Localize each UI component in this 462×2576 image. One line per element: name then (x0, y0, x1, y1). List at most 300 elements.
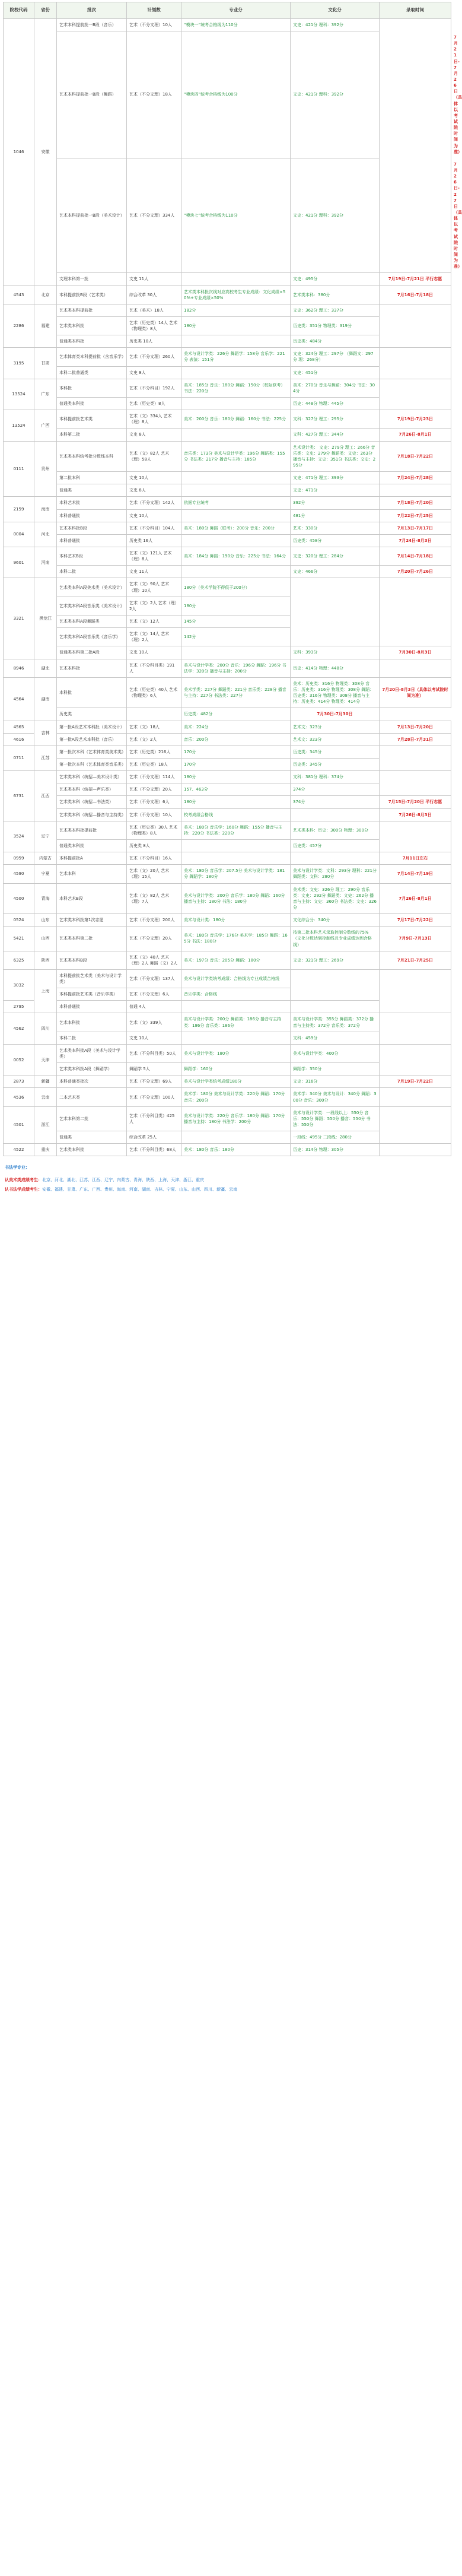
major-score-cell (181, 509, 291, 522)
plan-count-cell: 艺术（不分文理）100人 (127, 1088, 181, 1106)
table-row (4, 484, 451, 497)
culture-score-cell: 历史类：345分 (291, 745, 380, 758)
batch-cell: 本科普通批 (57, 509, 127, 522)
header-code: 院校代码 (4, 2, 34, 19)
admission-table (3, 2, 462, 1156)
province-cell: 河南 (34, 547, 57, 578)
table-row (4, 441, 451, 472)
batch-cell: 本科普通批 (57, 1001, 127, 1013)
batch-cell: 普通类本科批 (57, 335, 127, 348)
batch-cell: 艺术类本科A段舞蹈类 (57, 616, 127, 628)
culture-score-cell: 文史：421分 理科：392分 (291, 31, 380, 158)
admission-time-cell (380, 379, 451, 410)
major-score-cell: 音乐类：173分 美术与设计学类：196分 舞蹈类：155分 书法类：217分 播音与主持：185分 (181, 441, 291, 472)
admission-time-cell (380, 1106, 451, 1144)
culture-score-cell: 历史：314分 物理：305分 (291, 1144, 380, 1156)
admission-time-cell (380, 484, 451, 497)
school-code-cell: 0711 (4, 745, 34, 770)
batch-cell: 艺术类本科（统招—声乐类） (57, 783, 127, 796)
table-row (4, 285, 451, 304)
table-row (4, 1013, 451, 1032)
culture-score-cell (291, 852, 380, 865)
major-score-cell: 美术与设计学类：226分 舞蹈学：158分 音乐学：221分 表演：151分 (181, 348, 291, 366)
table-row: 艺术本科提前批一B段（美术设计） 艺术（不分文理）334人 “模块七”统考合格线为110分 文史：421分 理科：392分 7月26日-27日（具体以考试院时间为准） (4, 158, 451, 273)
plan-count-cell: 艺术（不分文理）200人 (127, 914, 181, 927)
batch-cell: 本科艺术批 (57, 497, 127, 509)
plan-count-cell: 艺术（文）82人 艺术（理）7人 (127, 883, 181, 914)
major-score-cell: 音乐：200分 (181, 733, 291, 745)
table-row (4, 1106, 451, 1131)
major-score-cell: 180分 (181, 771, 291, 783)
plan-count-cell: 文史 10人 (127, 509, 181, 522)
major-score-cell (181, 1131, 291, 1144)
plan-count-cell: 文史 11人 (127, 273, 181, 285)
plan-count-cell: 艺术（不分科目）192人 (127, 379, 181, 397)
plan-count-cell: 艺术（不分文理）334人 (127, 158, 181, 273)
table-row (4, 745, 451, 758)
table-row (4, 509, 451, 522)
plan-count-cell: 艺术（不分文理）6人 (127, 988, 181, 1001)
major-score-cell: 142分 (181, 628, 291, 646)
plan-count-cell: 综合改革 30人 (127, 285, 181, 304)
plan-count-cell: 历史类 10人 (127, 335, 181, 348)
province-cell: 陕西 (34, 951, 57, 969)
header-admission-time: 录取时间 (380, 2, 451, 19)
admission-time-cell: 7月17日-7月22日 (380, 914, 451, 927)
batch-cell: 艺术类本科批 (57, 1144, 127, 1156)
province-cell: 青海 (34, 883, 57, 914)
school-code-cell: 3321 (4, 578, 34, 659)
batch-cell: 艺术类本科（统招—书法类） (57, 796, 127, 808)
plan-count-cell: 艺术（不分文理）69人 (127, 1076, 181, 1088)
plan-count-cell: 艺术（不分科目类）191人 (127, 659, 181, 677)
admission-time-cell (380, 745, 451, 770)
batch-cell: 艺术类本科A段美术类（美术设计） (57, 578, 127, 597)
school-code-cell: 2286 (4, 304, 34, 348)
batch-cell: 普通类本科第二批A段 (57, 646, 127, 659)
plan-count-cell: 艺术（不分文理）10人 (127, 18, 181, 31)
school-code-cell: 0111 (4, 441, 34, 497)
table-row (4, 733, 451, 745)
province-cell: 江西 (34, 771, 57, 821)
major-score-cell: 美术与设计学类：200分 舞蹈类：186分 播音与主持类：186分 音乐类：186分 (181, 1013, 291, 1032)
admission-time-cell: 7月24日-7月28日 (380, 472, 451, 484)
plan-count-cell: 文史 10人 (127, 646, 181, 659)
batch-cell: 本科提前批艺术类（美术与设计学类） (57, 969, 127, 988)
culture-score-cell (291, 808, 380, 821)
culture-score-cell: 374分 (291, 796, 380, 808)
plan-count-cell: 艺术（文）2人 (127, 733, 181, 745)
batch-cell: 普通类 (57, 484, 127, 497)
school-code-cell: 2159 (4, 497, 34, 522)
table-row (4, 927, 451, 951)
major-score-cell (181, 1001, 291, 1013)
culture-score-cell: 历史：448分 物理：445分 (291, 398, 380, 410)
admission-time-cell: 7月19日-7月22日 (380, 1076, 451, 1088)
admission-time-cell (380, 659, 451, 677)
admission-time-cell: 7月13日-7月17日 (380, 522, 451, 534)
plan-count-cell: 艺术（不分科目）16人 (127, 852, 181, 865)
major-score-cell: 170分 (181, 758, 291, 770)
table-row (4, 578, 451, 597)
province-cell: 海南 (34, 497, 57, 522)
note-title: 书法学专业： (5, 1165, 30, 1170)
table-row (4, 18, 451, 31)
batch-cell: 艺术本科提前批一B段（美术设计） (57, 158, 127, 273)
province-cell: 山东 (34, 914, 57, 927)
major-score-cell: 美术：180分 音乐学：160分 舞蹈：155分 播音与主持：220分 书法类：220分 (181, 821, 291, 839)
major-score-cell: 182分 (181, 304, 291, 316)
admission-time-cell (380, 304, 451, 348)
table-row (4, 677, 451, 708)
batch-cell: 本科提前批A (57, 852, 127, 865)
school-code-cell: 4564 (4, 677, 34, 721)
culture-score-cell: 历史类：482分 (181, 708, 291, 721)
culture-score-cell: 艺术类本科：380分 (291, 285, 380, 304)
batch-cell: 第一批A段艺术本科批（美术设计） (57, 721, 127, 733)
culture-score-cell (291, 969, 380, 1000)
major-score-cell (181, 566, 291, 578)
major-score-cell: 180分 (181, 316, 291, 335)
major-score-cell: 美术：180分 音乐：180分 (181, 1144, 291, 1156)
note-text-calligraphy: 安徽、福建、甘肃、广东、广西、贵州、海南、河南、湖南、吉林、宁夏、山东、山西、四川、新疆、云南 (42, 1187, 237, 1192)
table-row (4, 852, 451, 865)
admission-time-cell (380, 348, 451, 379)
table-row (4, 796, 451, 808)
school-code-cell: 4616 (4, 733, 34, 745)
culture-score-cell: 文史：451分 (291, 366, 380, 379)
plan-count-cell: 艺术（不分文理）10人 (127, 808, 181, 821)
note-line-calligraphy (5, 1187, 454, 1192)
major-score-cell: 美术：180分 舞蹈（联考）：200分 音乐：200分 (181, 522, 291, 534)
province-cell: 浙江 (34, 1106, 57, 1144)
culture-score-cell: 文史：471分 (291, 484, 380, 497)
admission-time-cell (380, 578, 451, 646)
culture-score-cell: 文史：495分 (291, 273, 380, 285)
major-score-cell: 美术与设计学类：200分 音乐：196分 舞蹈：196分 书法学：320分 播音与主持：200分 (181, 659, 291, 677)
admission-time-cell: 7月26日-8月1日 (380, 883, 451, 914)
plan-count-cell: 艺术（不分文理）20人 (127, 783, 181, 796)
table-row (4, 646, 451, 659)
province-cell: 天津 (34, 1044, 57, 1075)
culture-score-cell: 文科：393分 (291, 646, 380, 659)
school-code-cell: 0052 (4, 1044, 34, 1075)
culture-score-cell (291, 578, 380, 646)
batch-cell: 第一批A段艺术本科批（音乐） (57, 733, 127, 745)
admission-time-cell: 7月21日-7月25日 (380, 951, 451, 969)
plan-count-cell: 艺术（不分文理）260人 (127, 348, 181, 366)
culture-score-cell: 美术类：文史：326分 理工：290分 音乐类：文史：292分 舞蹈类：文史：262分 播音与主持：文史：360分 书法类：文史：326分 (291, 883, 380, 914)
school-code-cell: 4565 (4, 721, 34, 733)
admission-time-cell: 7月30日-8月3日 (380, 646, 451, 659)
admission-time-cell (380, 1013, 451, 1044)
culture-score-cell: 文科：381分 理科：374分 (291, 771, 380, 783)
province-cell: 内蒙古 (34, 852, 57, 865)
batch-cell: 本科提前批艺术类（音乐学类） (57, 988, 127, 1001)
table-row (4, 472, 451, 484)
school-code-cell: 4590 (4, 865, 34, 883)
province-cell: 吉林 (34, 721, 57, 745)
major-score-cell: 美术：180分 音乐学：207.5分 美术与设计学类：181分 舞蹈学：180分 (181, 865, 291, 883)
header-major-score: 专业分 (181, 2, 291, 19)
batch-cell: 艺术类本科B段 (57, 951, 127, 969)
table-row (4, 497, 451, 509)
culture-score-cell: 一段线：495分 二段线：280分 (291, 1131, 380, 1144)
admission-time-cell (380, 969, 451, 1013)
culture-score-cell: 美术与设计学类：文科：293分 理科：221分 舞蹈类：文科：280分 (291, 865, 380, 883)
calligraphy-note (5, 1165, 454, 1192)
admission-time-cell: 7月30日-7月30日 (291, 708, 380, 721)
batch-cell: 艺术类本科批A段（舞蹈学） (57, 1063, 127, 1076)
major-score-cell: 180分 (181, 796, 291, 808)
province-cell: 辽宁 (34, 821, 57, 852)
province-cell: 云南 (34, 1088, 57, 1106)
school-code-cell: 4536 (4, 1088, 34, 1106)
batch-cell: 第二批本科 (57, 472, 127, 484)
plan-count-cell: 艺术（不分文理）6人 (127, 796, 181, 808)
table-row (4, 914, 451, 927)
plan-count-cell: 艺术（历史类）216人 (127, 745, 181, 758)
plan-count-cell: 艺术（文）82人 艺术（理）58人 (127, 441, 181, 472)
major-score-cell (181, 398, 291, 410)
table-row (4, 708, 451, 721)
batch-cell: 本科艺术B段 (57, 883, 127, 914)
province-cell: 新疆 (34, 1076, 57, 1088)
batch-cell: 艺术类本科提前批 (57, 304, 127, 316)
plan-count-cell: 艺术（不分文理）142人 (127, 497, 181, 509)
culture-score-cell: 历史类：484分 (291, 335, 380, 348)
plan-count-cell: 艺术（文）20人 艺术（理）15人 (127, 865, 181, 883)
plan-count-cell: 艺术（文）12人 (127, 616, 181, 628)
school-code-cell: 4562 (4, 1013, 34, 1044)
province-cell: 湖南 (34, 677, 57, 721)
batch-cell: 本科批 (57, 379, 127, 397)
major-score-cell (181, 429, 291, 441)
plan-count-cell: 艺术（文）334人 艺术（理）8人 (127, 410, 181, 429)
province-cell: 北京 (34, 285, 57, 304)
plan-count-cell: 艺术（文）18人 (127, 721, 181, 733)
culture-score-cell: 文史：321分 理工：269分 (291, 951, 380, 969)
major-score-cell: 180分（美术学院不得低于200分） (181, 578, 291, 597)
plan-count-cell: 文史 10人 (127, 472, 181, 484)
batch-cell: 艺术类本科批A段（美术与设计学类） (57, 1044, 127, 1062)
major-score-cell: “模块一”统考合格线为110分 (181, 18, 291, 31)
culture-score-cell: 艺术类本科：历史：300分 物理：300分 (291, 821, 380, 839)
school-code-cell: 13524 (4, 410, 34, 441)
admission-time-cell: 7月13日-7月20日 (380, 721, 451, 733)
table-row (4, 1044, 451, 1062)
major-score-cell: 舞蹈学：160分 (181, 1063, 291, 1076)
table-row (4, 659, 451, 677)
culture-score-cell: 文史：320分 理工：284分 (291, 547, 380, 566)
culture-score-cell: 374分 (291, 783, 380, 796)
table-row (4, 522, 451, 534)
plan-count-cell: 文史 10人 (127, 1032, 181, 1044)
table-row (4, 534, 451, 547)
major-score-cell: 美术：200分 音乐：180分 舞蹈：160分 书法：225分 (181, 410, 291, 429)
major-score-cell: 美术：224分 (181, 721, 291, 733)
note-line-art (5, 1177, 454, 1183)
culture-score-cell: 艺术设计类： 文史：279分 理工：266分 音乐类：文史：279分 舞蹈类：文史：263分 播音与主持：文史：351分 书法类：文史：295分 (291, 441, 380, 472)
admission-time-cell (380, 771, 451, 796)
province-cell: 黑龙江 (34, 578, 57, 659)
culture-score-cell: 美术：历史类：316分 物理类：308分 音乐：历史类：316分 物理类：308分 舞蹈：历史类：316分 物理类：308分 播音与主持：历史类：414分 物理类：414分 (291, 677, 380, 708)
major-score-cell: 美术与设计类：180分 (181, 914, 291, 927)
plan-count-cell: 艺术（不分科目）104人 (127, 522, 181, 534)
major-score-cell: “模块七”统考合格线为110分 (181, 158, 291, 273)
plan-count-cell: 文史 8人 (127, 429, 181, 441)
header-batch: 批次 (57, 2, 127, 19)
admission-time-cell: 7月22日-7月25日 (380, 509, 451, 522)
batch-cell: 艺术类本科A段音乐类《美术设计》 (57, 597, 127, 615)
culture-score-cell: 美术与设计学类：355分 舞蹈类：372分 播音与主持类：372分 音乐类：372分 (291, 1013, 380, 1032)
table-header (4, 2, 451, 19)
plan-count-cell: 艺术（文）339人 (127, 1013, 181, 1032)
batch-cell: 本科二批 (57, 1032, 127, 1044)
culture-score-cell: 文史：316分 (291, 1076, 380, 1088)
admission-time-cell: 7月18日-7月20日 (380, 497, 451, 509)
major-score-cell: 美术与设计学类统考成绩：合格线为专业成绩合格线 (181, 969, 291, 988)
school-code-cell: 3195 (4, 348, 34, 379)
plan-count-cell: 艺术（文）2人 艺术（理）2人 (127, 597, 181, 615)
batch-cell: 本科第二批 (57, 429, 127, 441)
province-cell: 安徽 (34, 18, 57, 285)
school-code-cell: 4543 (4, 285, 34, 304)
major-score-cell (181, 852, 291, 865)
major-score-cell: 美术与设计学类：200分 音乐学：180分 舞蹈：160分 播音与主持：180分 书法：180分 (181, 883, 291, 914)
province-cell: 上海 (34, 969, 57, 1013)
admission-time-cell: 7月24日-8月3日 (380, 534, 451, 547)
major-score-cell (181, 1032, 291, 1044)
batch-cell: 本科普通类批次 (57, 1076, 127, 1088)
batch-cell: 艺术体育类本科提前批（含音乐学） (57, 348, 127, 366)
school-code-cell: 0959 (4, 852, 34, 865)
table-row (4, 771, 451, 783)
culture-score-cell: 美术与设计学类：一段线以上：550分 音乐：550分 舞蹈：550分 播音：550分 书法：550分 (291, 1106, 380, 1131)
province-cell: 广西 (34, 410, 57, 441)
table-row (4, 379, 451, 397)
plan-count-cell: 艺术（不分文理）114人 (127, 771, 181, 783)
culture-score-cell: 舞蹈学：350分 (291, 1063, 380, 1076)
culture-score-cell: 历史：414分 物理：448分 (291, 659, 380, 677)
plan-count-cell: 艺术（文）121人 艺术（理）8人 (127, 547, 181, 566)
header-culture-score: 文化分 (291, 2, 380, 19)
note-text-art: 北京、河北、湖北、江苏、江西、辽宁、内蒙古、青海、陕西、上海、天津、浙江、重庆 (42, 1177, 204, 1182)
admission-time-cell: 7月19日-7月23日 (380, 410, 451, 429)
batch-cell: 文理本科第一批 (57, 273, 127, 285)
table-row (4, 304, 451, 316)
batch-cell: 艺术本科第二批 (57, 1106, 127, 1131)
table-row (4, 951, 451, 969)
batch-cell: 本科普通批 (57, 534, 127, 547)
admission-time-cell (380, 1088, 451, 1106)
batch-cell: 艺术类本科批提前批 (57, 821, 127, 839)
plan-count-cell: 艺术（不分文理）18人 (127, 31, 181, 158)
school-code-cell: 13524 (4, 379, 34, 410)
table-row (4, 969, 451, 988)
plan-count-cell: 艺术（历史类）14人 艺术（物理类）8人 (127, 316, 181, 335)
school-code-cell: 0004 (4, 522, 34, 547)
note-label-calligraphy: 认书法学成绩考生： (5, 1187, 42, 1192)
admission-time-cell: 7月20日-8月3日（具体以考试院时间为准） (380, 677, 451, 708)
admission-time-cell (380, 1044, 451, 1075)
major-score-cell (181, 646, 291, 659)
major-score-cell: 美术：184分 舞蹈：190分 音乐：225分 书法：164分 (181, 547, 291, 566)
culture-score-cell: 文史：421分 理科：392分 (291, 18, 380, 31)
major-score-cell: “模块四”统考合格线为100分 (181, 31, 291, 158)
province-cell: 山西 (34, 927, 57, 951)
culture-score-cell: 艺术：330分 (291, 522, 380, 534)
major-score-cell (127, 708, 181, 721)
plan-count-cell: 文史 11人 (127, 566, 181, 578)
plan-count-cell: 历史类 16人 (127, 534, 181, 547)
major-score-cell: 美术学类：227分 舞蹈类：221分 音乐类：228分 播音与主持：227分 书法类：227分 (181, 677, 291, 708)
culture-score-cell: 美术与设计学类：400分 (291, 1044, 380, 1062)
batch-cell: 艺术本科 (57, 865, 127, 883)
batch-cell: 艺术本科批 (57, 659, 127, 677)
table-row (4, 883, 451, 914)
admission-time-cell: 7月20日-7月26日 (380, 566, 451, 578)
batch-cell: 本科提前批艺术类 (57, 410, 127, 429)
culture-score-cell: 美术：270分 音乐与舞蹈：304分 书法：304分 (291, 379, 380, 397)
school-code-cell: 4522 (4, 1144, 34, 1156)
major-score-cell: 180分 (181, 597, 291, 615)
culture-score-cell (291, 1001, 380, 1013)
table-row (4, 273, 451, 285)
school-code-cell: 6731 (4, 771, 34, 821)
plan-count-cell: 艺术（文）40人 艺术（理）2人 舞蹈（文）2人 (127, 951, 181, 969)
major-score-cell: 美术：185分 音乐：180分 舞蹈：150分（校际联考） 书法：220分 (181, 379, 291, 397)
school-code-cell: 1046 (4, 18, 34, 285)
plan-count-cell: 普通 4人 (127, 1001, 181, 1013)
table-row (4, 547, 451, 566)
culture-score-cell: 艺术文：323分 (291, 733, 380, 745)
page (0, 2, 462, 1192)
school-code-cell: 8946 (4, 659, 34, 677)
culture-score-cell: 文化综合分：340分 (291, 914, 380, 927)
table-row (4, 1076, 451, 1088)
admission-time-cell (380, 18, 451, 272)
plan-count-cell: 艺术（不分科目类）50人 (127, 1044, 181, 1062)
plan-count-cell: 艺术（文）14人 艺术（理）2人 (127, 628, 181, 646)
province-cell: 重庆 (34, 1144, 57, 1156)
culture-score-cell: 历史类：351分 物理类：319分 (291, 316, 380, 335)
table-row (4, 865, 451, 883)
admission-time-cell: 7月11日左右 (380, 852, 451, 865)
school-code-cell: 2873 (4, 1076, 34, 1088)
plan-count-cell: 文史 8人 (127, 484, 181, 497)
major-score-cell (181, 366, 291, 379)
major-score-cell: 音乐学类：合格线 (181, 988, 291, 1001)
plan-count-cell: 艺术（文）90人 艺术（理）10人 (127, 578, 181, 597)
major-score-cell (181, 839, 291, 852)
plan-count-cell: 艺术（美术）18人 (127, 304, 181, 316)
school-code-cell: 9601 (4, 547, 34, 578)
major-score-cell (181, 534, 291, 547)
culture-score-cell: 文史：421分 理科：392分 (291, 158, 380, 273)
plan-count-cell: 艺术（不分科目类）68人 (127, 1144, 181, 1156)
batch-cell: 本科艺术B段 (57, 547, 127, 566)
batch-cell: 二本艺术类 (57, 1088, 127, 1106)
plan-count-cell: 艺术（不分文理）137人 (127, 969, 181, 988)
major-score-cell: 170分 (181, 745, 291, 758)
admission-time-cell: 7月26日-8月3日 (380, 808, 451, 821)
table-row (4, 410, 451, 429)
batch-cell: 普通类 (57, 1131, 127, 1144)
school-code-cell: 2795 (4, 1001, 34, 1013)
province-cell: 河北 (34, 522, 57, 547)
batch-cell: 艺术类本科A段音乐类《音乐学》 (57, 628, 127, 646)
